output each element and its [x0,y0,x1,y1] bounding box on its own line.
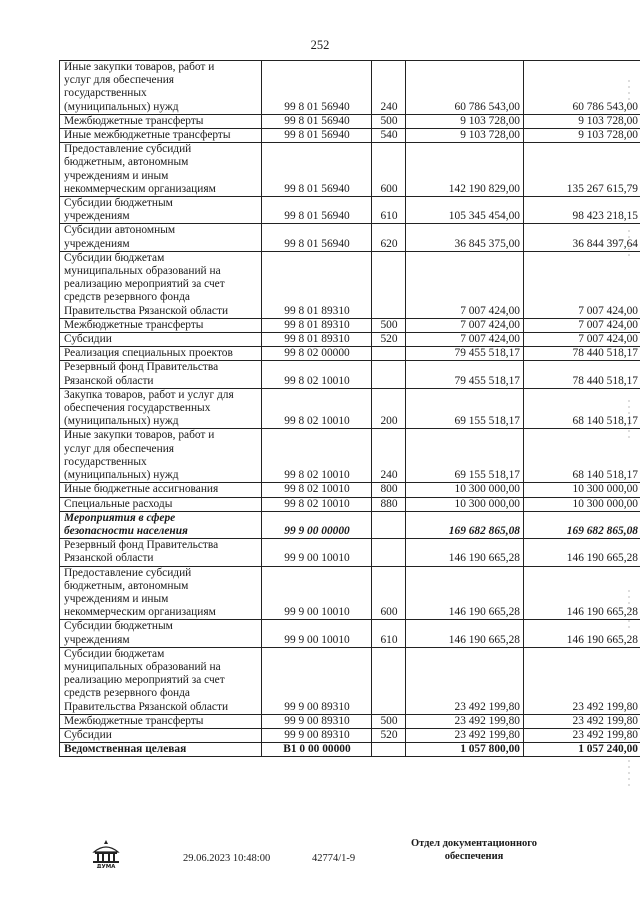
cell-value-1: 69 155 518,17 [406,429,524,483]
cell-value-1: 23 492 199,80 [406,647,524,714]
cell-value-2: 10 300 000,00 [524,497,640,511]
footer-department: Отдел документационного обеспечения [410,838,538,862]
cell-code: 99 8 01 89310 [262,318,372,332]
cell-code: 99 8 02 10010 [262,361,372,388]
cell-value-2: 23 492 199,80 [524,728,640,742]
cell-name: Субсидии бюджетным учреждениям [60,620,262,647]
cell-type [372,347,406,361]
table-row [60,647,640,714]
cell-type: 800 [372,483,406,497]
cell-name: Иные бюджетные ассигнования [60,483,262,497]
cell-value-2: 68 140 518,17 [524,429,640,483]
table-row [60,539,640,566]
table-row [60,743,640,757]
cell-value-1: 142 190 829,00 [406,143,524,197]
cell-type [372,743,406,757]
cell-name: Субсидии бюджетам муниципальных образований на реализацию мероприятий за счет средств резервного фонда Правительства Рязанской области [60,251,262,318]
table-row [60,361,640,388]
cell-type: 500 [372,114,406,128]
footer-doc-number: 42774/1-9 [312,853,356,864]
cell-code: 99 8 01 56940 [262,197,372,224]
cell-type: 520 [372,728,406,742]
cell-code: 99 8 01 56940 [262,224,372,251]
cell-type: 240 [372,429,406,483]
cell-name: Предоставление субсидий бюджетным, автономным учреждениям и иным некоммерческим организациям [60,143,262,197]
table-row [60,728,640,742]
cell-name: Резервный фонд Правительства Рязанской области [60,539,262,566]
cell-type: 610 [372,197,406,224]
cell-value-2: 146 190 665,28 [524,539,640,566]
table-row [60,497,640,511]
cell-value-2: 146 190 665,28 [524,566,640,620]
cell-code: 99 8 01 89310 [262,251,372,318]
cell-code: 99 9 00 00000 [262,511,372,538]
cell-code: 99 8 01 56940 [262,143,372,197]
cell-value-1: 36 845 375,00 [406,224,524,251]
budget-table-body [60,61,640,757]
cell-name: Мероприятия в сфере безопасности населения [60,511,262,538]
scan-margin-marks [624,70,634,870]
cell-code: 99 8 02 10010 [262,388,372,429]
cell-type: 240 [372,61,406,115]
cell-value-1: 69 155 518,17 [406,388,524,429]
cell-type: 880 [372,497,406,511]
cell-name: Субсидии бюджетам муниципальных образований на реализацию мероприятий за счет средств резервного фонда Правительства Рязанской области [60,647,262,714]
duma-logo [86,838,126,868]
cell-value-1: 10 300 000,00 [406,497,524,511]
cell-type: 500 [372,714,406,728]
cell-name: Реализация специальных проектов [60,347,262,361]
cell-value-2: 68 140 518,17 [524,388,640,429]
table-row [60,347,640,361]
table-row [60,714,640,728]
cell-value-1: 79 455 518,17 [406,347,524,361]
table-row [60,388,640,429]
cell-value-1: 23 492 199,80 [406,728,524,742]
budget-table [59,60,640,757]
cell-code: 99 9 00 89310 [262,728,372,742]
cell-name: Предоставление субсидий бюджетным, автономным учреждениям и иным некоммерческим организациям [60,566,262,620]
cell-value-1: 7 007 424,00 [406,318,524,332]
cell-value-2: 36 844 397,64 [524,224,640,251]
cell-value-1: 79 455 518,17 [406,361,524,388]
table-row [60,333,640,347]
cell-name: Закупка товаров, работ и услуг для обеспечения государственных (муниципальных) нужд [60,388,262,429]
cell-code: 99 8 02 10010 [262,483,372,497]
cell-value-1: 60 786 543,00 [406,61,524,115]
cell-value-1: 10 300 000,00 [406,483,524,497]
cell-value-2: 23 492 199,80 [524,647,640,714]
table-row [60,566,640,620]
cell-code: В1 0 00 00000 [262,743,372,757]
cell-name: Субсидии [60,728,262,742]
cell-name: Межбюджетные трансферты [60,318,262,332]
cell-value-2: 7 007 424,00 [524,333,640,347]
cell-value-1: 146 190 665,28 [406,539,524,566]
cell-value-2: 78 440 518,17 [524,361,640,388]
table-row [60,224,640,251]
cell-value-2: 23 492 199,80 [524,714,640,728]
cell-code: 99 9 00 89310 [262,647,372,714]
cell-type: 620 [372,224,406,251]
cell-value-1: 105 345 454,00 [406,197,524,224]
cell-code: 99 8 01 56940 [262,61,372,115]
table-row [60,483,640,497]
cell-type: 600 [372,566,406,620]
table-row [60,251,640,318]
cell-type: 500 [372,318,406,332]
cell-name: Ведомственная целевая [60,743,262,757]
table-row [60,129,640,143]
cell-value-1: 23 492 199,80 [406,714,524,728]
cell-value-2: 1 057 240,00 [524,743,640,757]
cell-value-2: 9 103 728,00 [524,129,640,143]
table-row [60,143,640,197]
cell-value-1: 169 682 865,08 [406,511,524,538]
cell-code: 99 8 02 00000 [262,347,372,361]
cell-code: 99 9 00 10010 [262,566,372,620]
cell-value-1: 9 103 728,00 [406,114,524,128]
cell-type [372,539,406,566]
cell-value-2: 78 440 518,17 [524,347,640,361]
cell-value-1: 9 103 728,00 [406,129,524,143]
cell-code: 99 9 00 10010 [262,620,372,647]
cell-code: 99 8 01 56940 [262,129,372,143]
table-row [60,61,640,115]
cell-value-2: 135 267 615,79 [524,143,640,197]
cell-value-1: 1 057 800,00 [406,743,524,757]
cell-value-1: 7 007 424,00 [406,251,524,318]
cell-name: Иные закупки товаров, работ и услуг для обеспечения государственных (муниципальных) нужд [60,61,262,115]
cell-value-2: 9 103 728,00 [524,114,640,128]
cell-type [372,361,406,388]
table-row [60,511,640,538]
cell-value-2: 7 007 424,00 [524,251,640,318]
table-row [60,197,640,224]
cell-name: Межбюджетные трансферты [60,114,262,128]
cell-value-1: 146 190 665,28 [406,566,524,620]
cell-type: 520 [372,333,406,347]
cell-value-2: 98 423 218,15 [524,197,640,224]
cell-name: Субсидии бюджетным учреждениям [60,197,262,224]
cell-value-2: 146 190 665,28 [524,620,640,647]
cell-type: 610 [372,620,406,647]
table-row [60,114,640,128]
cell-value-2: 7 007 424,00 [524,318,640,332]
cell-name: Субсидии [60,333,262,347]
cell-code: 99 9 00 89310 [262,714,372,728]
cell-name: Субсидии автономным учреждениям [60,224,262,251]
page-number: 252 [310,38,330,52]
cell-type: 600 [372,143,406,197]
cell-name: Резервный фонд Правительства Рязанской области [60,361,262,388]
cell-value-1: 7 007 424,00 [406,333,524,347]
cell-name: Специальные расходы [60,497,262,511]
cell-name: Иные межбюджетные трансферты [60,129,262,143]
cell-type: 200 [372,388,406,429]
cell-name: Иные закупки товаров, работ и услуг для обеспечения государственных (муниципальных) нужд [60,429,262,483]
cell-code: 99 8 01 56940 [262,114,372,128]
logo-text: ДУМА [96,864,116,868]
table-row [60,318,640,332]
cell-type [372,511,406,538]
cell-code: 99 8 02 10010 [262,429,372,483]
table-row [60,429,640,483]
cell-value-1: 146 190 665,28 [406,620,524,647]
table-row [60,620,640,647]
cell-code: 99 8 01 89310 [262,333,372,347]
cell-type [372,647,406,714]
cell-value-2: 10 300 000,00 [524,483,640,497]
cell-value-2: 60 786 543,00 [524,61,640,115]
cell-code: 99 8 02 10010 [262,497,372,511]
cell-type: 540 [372,129,406,143]
footer-timestamp: 29.06.2023 10:48:00 [183,853,271,864]
cell-code: 99 9 00 10010 [262,539,372,566]
cell-type [372,251,406,318]
cell-value-2: 169 682 865,08 [524,511,640,538]
cell-name: Межбюджетные трансферты [60,714,262,728]
